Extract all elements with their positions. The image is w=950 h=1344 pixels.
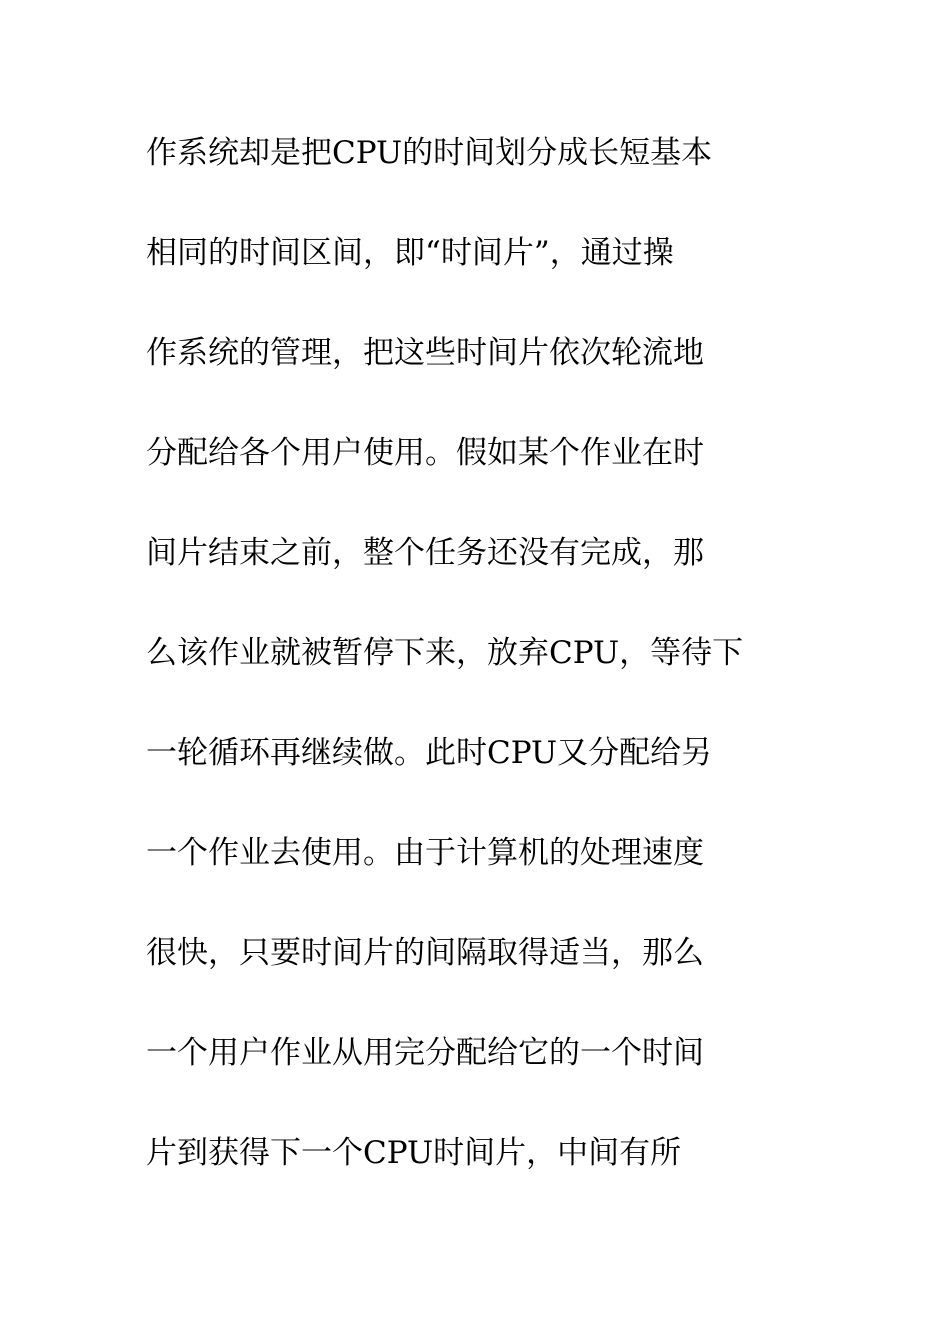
text-line: 分配给各个用户使用。假如某个作业在时 bbox=[146, 435, 704, 471]
text-line: 一轮循环再继续做。此时CPU又分配给另 bbox=[146, 735, 713, 771]
text-line: 么该作业就被暂停下来，放弃CPU，等待下 bbox=[146, 635, 744, 671]
text-line: 作系统却是把CPU的时间划分成长短基本 bbox=[146, 135, 713, 171]
text-line: 一个作业去使用。由于计算机的处理速度 bbox=[146, 835, 704, 871]
text-line: 一个用户作业从用完分配给它的一个时间 bbox=[146, 1035, 704, 1071]
text-line: 片到获得下一个CPU时间片，中间有所 bbox=[146, 1135, 682, 1171]
text-line: 相同的时间区间，即“时间片”，通过操 bbox=[146, 235, 674, 271]
text-line: 间片结束之前，整个任务还没有完成，那 bbox=[146, 535, 704, 571]
text-line: 作系统的管理，把这些时间片依次轮流地 bbox=[146, 335, 704, 371]
text-line: 很快，只要时间片的间隔取得适当，那么 bbox=[146, 935, 704, 971]
body-paragraph bbox=[146, 124, 826, 1224]
